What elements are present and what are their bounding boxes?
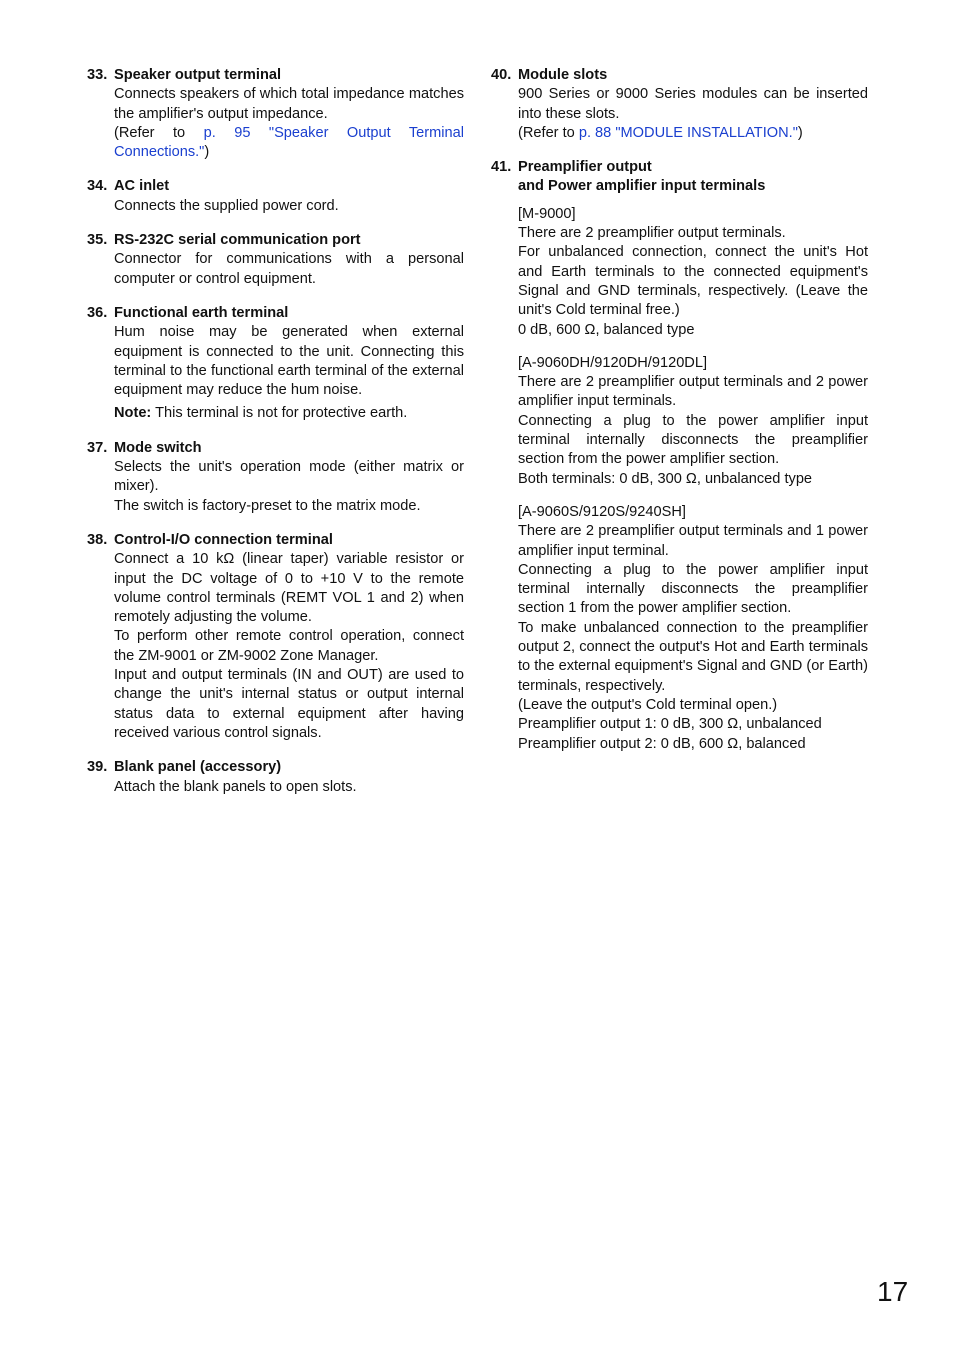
item-heading [87,177,464,196]
item-35 [87,231,464,289]
reference-suffix: ) [204,144,210,161]
item-heading-continued [491,177,868,196]
item-number: 33. [87,67,108,83]
model-name: [A-9060DH/9120DH/9120DL] [518,354,708,371]
item-body [87,323,464,423]
specification: 0 dB, 600 Ω, balanced type [518,321,695,338]
model-section-a9060s [518,503,868,754]
item-title: and Power amplifier input terminals [518,178,766,195]
item-body [491,205,868,754]
note-label: Note: [114,405,152,422]
model-name: [M-9000] [518,205,576,222]
paragraph: The switch is factory-preset to the matrix mode. [114,497,421,514]
paragraph: Connects speakers of which total impedance matches the amplifier's output impedance. [114,86,464,122]
item-number: 39. [87,759,108,776]
paragraph: There are 2 preamplifier output terminals and 2 power amplifier input terminals. [518,374,868,410]
reference [518,124,868,143]
paragraph: Connecting a plug to the power amplifier input terminal internally disconnects the preamplifier section from the power amplifier section. [518,412,868,468]
specification: Both terminals: 0 dB, 300 Ω, unbalanced type [518,470,813,487]
item-heading [87,304,464,323]
item-body [87,458,464,516]
paragraph: Connector for communications with a personal computer or control equipment. [114,251,464,287]
item-number: 36. [87,304,108,321]
item-34 [87,177,464,216]
item-title: Module slots [518,67,608,83]
note-text: This terminal is not for protective earth. [151,405,408,422]
reference [114,124,464,163]
item-41 [491,158,868,754]
item-body [87,778,464,797]
page-number: 17 [877,1276,909,1307]
paragraph: Input and output terminals (IN and OUT) are used to change the unit's internal status or output internal status data to external equipment after having received various control signals. [114,667,464,741]
reference-prefix: (Refer to [114,124,204,141]
reference-suffix: ) [797,124,803,141]
item-37 [87,439,464,516]
paragraph: There are 2 preamplifier output terminals. [518,225,786,242]
paragraph: Connect a 10 kΩ (linear taper) variable resistor or input the DC voltage of 0 to +10 V to the remote volume control terminals (REMT VOL 1 and 2) when remotely adjusting the volume. [114,551,464,626]
reference-link[interactable]: p. 95 "Speaker Output Terminal Connections." [114,124,465,161]
paragraph: Attach the blank panels to open slots. [114,778,357,795]
right-column [491,66,868,769]
item-36 [87,304,464,424]
item-40 [491,66,868,143]
item-number: 34. [87,178,108,195]
item-33 [87,66,464,162]
paragraph: To perform other remote control operation, connect the ZM-9001 or ZM-9002 Zone Manager. [114,628,464,664]
model-section-m9000 [518,205,868,340]
paragraph: Selects the unit's operation mode (either matrix or mixer). [114,459,464,495]
reference-prefix: (Refer to [518,124,579,141]
paragraph: There are 2 preamplifier output terminals and 1 power amplifier input terminal. [518,523,868,559]
paragraph: Hum noise may be generated when external equipment is connected to the unit. Connecting this terminal to the functional earth terminal of the external equipment may reduce the hum noise. [114,324,464,399]
item-heading [87,439,464,458]
item-38 [87,531,464,743]
item-number: 38. [87,531,108,548]
item-heading [87,758,464,777]
paragraph: 900 Series or 9000 Series modules can be inserted into these slots. [518,86,868,122]
item-title: AC inlet [114,178,170,195]
item-heading [87,231,464,250]
paragraph: Connects the supplied power cord. [114,197,339,214]
item-number: 41. [491,159,512,176]
specification: Preamplifier output 1: 0 dB, 300 Ω, unbalanced [518,716,822,733]
item-body [491,85,868,143]
left-column [87,66,464,812]
item-body [87,250,464,289]
item-body [87,85,464,162]
paragraph: Connecting a plug to the power amplifier input terminal internally disconnects the preamplifier section 1 from the power amplifier section. [518,561,868,617]
item-body [87,550,464,743]
item-number: 40. [491,67,512,83]
item-body [87,197,464,216]
item-number: 37. [87,439,108,456]
paragraph: (Leave the output's Cold terminal open.) [518,696,778,713]
item-heading [87,66,464,85]
item-39 [87,758,464,797]
item-title: Blank panel (accessory) [114,759,282,776]
item-number: 35. [87,232,108,249]
model-name: [A-9060S/9120S/9240SH] [518,503,686,520]
paragraph: To make unbalanced connection to the preamplifier output 2, connect the output's Hot and Earth terminals to the external equipment's Signal and GND (or Earth) terminals, respectively. [518,619,868,694]
item-title: Control-I/O connection terminal [114,531,333,548]
item-title: Preamplifier output [518,159,652,176]
item-title: Speaker output terminal [114,67,282,83]
item-title: RS-232C serial communication port [114,232,361,249]
reference-link[interactable]: p. 88 "MODULE INSTALLATION." [578,124,798,141]
model-section-a9060dh [518,354,868,489]
item-heading [491,158,868,177]
item-heading [491,66,868,85]
item-title: Mode switch [114,439,202,456]
note [114,404,464,423]
item-title: Functional earth terminal [114,304,289,321]
item-heading [87,531,464,550]
specification: Preamplifier output 2: 0 dB, 600 Ω, balanced [518,735,806,752]
paragraph: For unbalanced connection, connect the unit's Hot and Earth terminals to the connected equipment's Signal and GND terminals, respectively. (Leave the unit's Cold terminal free.) [518,244,868,319]
